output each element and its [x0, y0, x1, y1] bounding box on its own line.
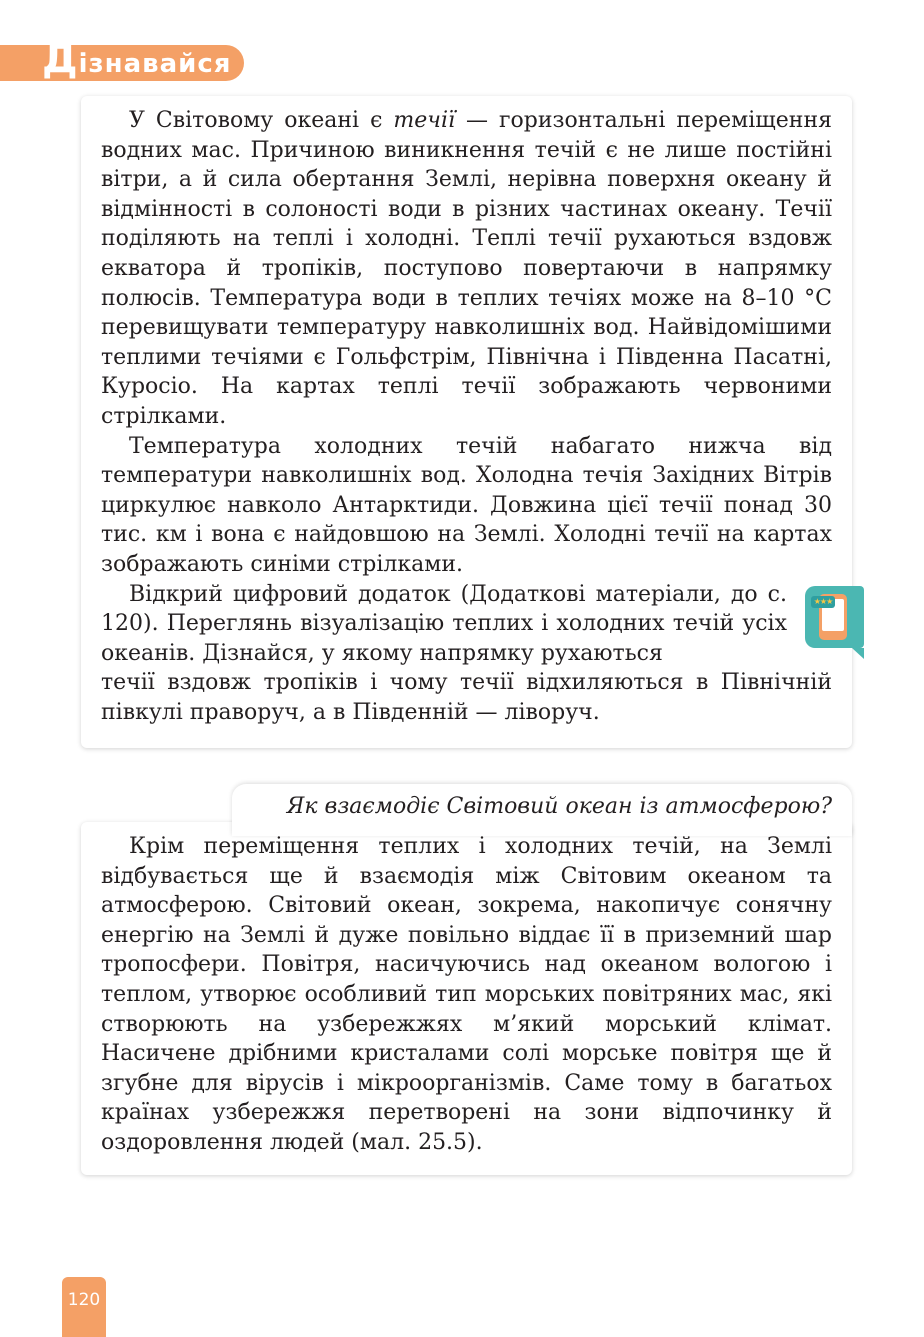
paragraph-currents-intro: У Світовому океані є течії — горизонтальні переміщення водних мас. Причиною виникнення течій є не лише постійні вітри, а й сила обертання Землі, нерівна поверхня океану й відмінності в солоності води в різних частинах океану. Течії поділяють на теплі і холодні. Теплі течії рухаються вздовж екватора й тропіків, поступово повертаючи в напрямку полюсів. Температура води в теплих течіях може на 8–10 °С перевищувати температуру навколишніх вод. Найвідомішими теплими течіями є Гольфстрім, Північна і Південна Пасатні, Куросіо. На картах теплі течії зображають червоними стрілками. — [101, 108, 832, 429]
heading-rest: ізнавайся — [78, 49, 232, 79]
digital-app-icon[interactable] — [805, 586, 864, 648]
paragraph-digital-task: Відкрий цифровий додаток (Додаткові матеріали, до с. 120). Переглянь візуалізацію теплих і холодних течій усіх океанів. Дізнайся, у якому напрямку рухаються — [101, 581, 787, 666]
heading-first-letter: Д — [42, 36, 79, 82]
paragraph-cold-currents: Температура холодних течій набагато нижча від температури навколишніх вод. Холодна течія Західних Вітрів циркулює навколо Антарктиди. Довжина цієї течії понад 30 тис. км і вона є найдовшою на Землі. Холодні течії на картах зображають синіми стрілками. — [101, 433, 832, 577]
stars-bubble-icon: ★★★ — [811, 596, 835, 608]
paragraph-digital-task-tail: течії вздовж тропіків і чому течії відхиляються в Північній півкулі праворуч, а в Південній — ліворуч. — [101, 670, 832, 725]
currents-text — [101, 106, 832, 727]
interaction-text — [101, 832, 832, 1158]
question-heading: Як взаємодіє Світовий океан із атмосферою? — [286, 794, 832, 819]
section-heading — [42, 37, 231, 81]
term-currents: течії — [393, 108, 456, 133]
page-number: 120 — [62, 1277, 106, 1337]
paragraph-ocean-atmosphere: Крім переміщення теплих і холодних течій, на Землі відбувається ще й взаємодія між Світовим океаном та атмосферою. Світовий океан, зокрема, накопичує сонячну енергію на Землі й дуже повільно віддає її в приземний шар тропосфери. Повітря, насичуючись над океаном вологою і теплом, утворює особливий тип морських повітряних мас, які створюють на узбережжях м’який морський клімат. Насичене дрібними кристалами солі морське повітря ще й згубне для вірусів і мікроорганізмів. Саме тому в багатьох країнах узбережжя перетворені на зони відпочинку й оздоровлення людей (мал. 25.5). — [101, 834, 832, 1155]
